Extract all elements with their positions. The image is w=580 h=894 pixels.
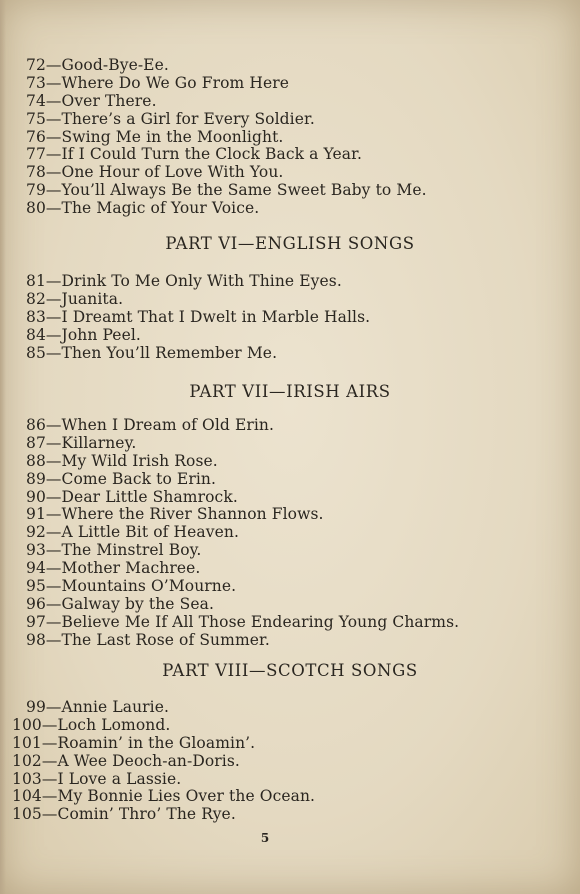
page-edge-shadow [0,0,6,894]
song-list-part7 [26,417,459,650]
song-item: 84—John Peel. [26,325,141,344]
song-item: 72—Good-Bye-Ee. [26,56,169,74]
section-heading-part7: PART VII—IRISH AIRS [189,382,391,401]
song-item: 96—Galway by the Sea. [26,594,214,613]
song-item: 74—Over There. [26,91,157,110]
song-item: 85—Then You’ll Remember Me. [26,343,278,362]
song-item: 87—Killarney. [26,433,137,452]
song-item: 79—You’ll Always Be the Same Sweet Baby to Me. [26,181,427,200]
song-item: 88—My Wild Irish Rose. [26,451,218,470]
song-item: 81—Drink To Me Only With Thine Eyes. [26,272,342,290]
song-list-part6 [26,273,370,362]
song-item: 75—There’s a Girl for Every Soldier. [26,109,315,128]
song-item: 92—A Little Bit of Heaven. [26,523,239,542]
song-item: 103—I Love a Lassie. [12,769,182,788]
song-item: 100—Loch Lomond. [12,715,171,734]
song-item: 83—I Dreamt That I Dwelt in Marble Halls. [26,307,371,326]
song-item: 73—Where Do We Go From Here [26,73,290,92]
section-heading-part6: PART VI—ENGLISH SONGS [165,234,415,253]
song-item: 82—Juanita. [26,289,124,308]
song-item: 99—Annie Laurie. [26,698,170,716]
song-item: 77—If I Could Turn the Clock Back a Year. [26,145,362,164]
song-item: 95—Mountains O’Mourne. [26,577,237,596]
song-list-part5-end [26,57,427,218]
song-item: 86—When I Dream of Old Erin. [26,416,275,434]
song-item: 104—My Bonnie Lies Over the Ocean. [12,787,316,806]
song-item: 93—The Minstrel Boy. [26,541,202,560]
song-item: 105—Comin’ Thro’ The Rye. [12,805,236,824]
page-number: 5 [260,831,270,845]
song-item: 76—Swing Me in the Moonlight. [26,127,284,146]
song-item: 101—Roamin’ in the Gloamin’. [12,733,256,752]
song-item: 90—Dear Little Shamrock. [26,487,238,506]
song-item: 102—A Wee Deoch-an-Doris. [12,751,240,770]
song-item: 97—Believe Me If All Those Endearing Young Charms. [26,612,460,631]
section-heading-part8: PART VIII—SCOTCH SONGS [162,661,418,680]
song-item: 80—The Magic of Your Voice. [26,199,260,218]
song-list-part8 [12,699,315,824]
song-item: 91—Where the River Shannon Flows. [26,505,324,524]
song-item: 78—One Hour of Love With You. [26,163,284,182]
song-item: 89—Come Back to Erin. [26,469,217,488]
song-item: 94—Mother Machree. [26,559,201,578]
song-item: 98—The Last Rose of Summer. [26,630,270,649]
